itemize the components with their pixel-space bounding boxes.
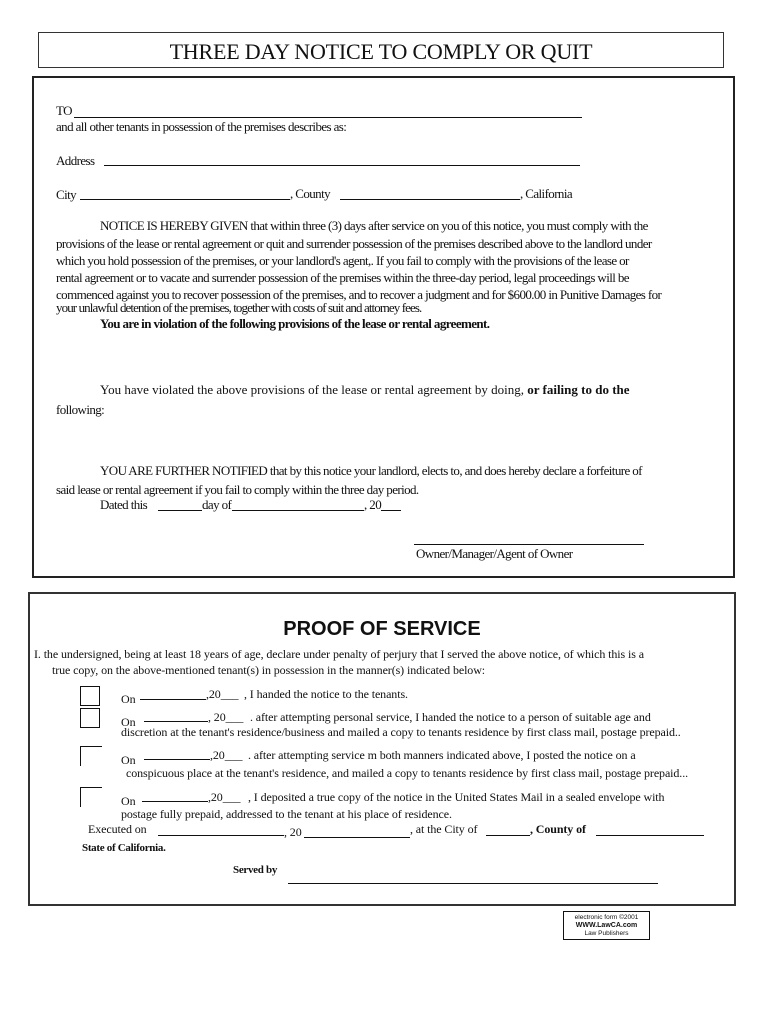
option-3-text-2: conspicuous place at the tenant's residence, and mailed a copy to tenants residence by first class mail, postage prepaid... (126, 766, 689, 780)
option-1-date-field[interactable] (140, 688, 206, 700)
address-field[interactable] (104, 152, 580, 166)
served-by-label: Served by (233, 864, 278, 876)
city-label: City (56, 187, 76, 202)
option-1-year: ,20___ (206, 687, 239, 701)
further-notified-line-1: YOU ARE FURTHER NOTIFIED that by this notice your landlord, elects to, and does hereby declare a forfeiture of (100, 463, 642, 478)
option-4-text-2: postage fully prepaid, addressed to the tenant at his place of residence. (121, 807, 452, 821)
notice-body-line-6: your unlawful detention of the premises, together with costs of suit and attorney fees. (56, 300, 422, 315)
publisher-website: WWW.LawCA.com (575, 922, 638, 929)
county-label: , County (290, 186, 330, 201)
state-label: , California (520, 186, 573, 201)
dated-day-field[interactable] (158, 497, 202, 511)
city-of-field[interactable] (486, 824, 530, 836)
executed-date-field[interactable] (158, 824, 284, 836)
option-1-text: , I handed the notice to the tenants. (244, 687, 408, 701)
to-label: TO (56, 103, 72, 118)
county-of-label: , County of (530, 822, 586, 836)
option-3-year: ,20___ (210, 748, 243, 762)
violated-text: You have violated the above provisions of the lease or rental agreement by doing, or failing to do the (100, 382, 630, 397)
city-of-label: , at the City of (410, 822, 478, 836)
signature-line[interactable] (414, 531, 644, 545)
day-of-label: day of (202, 497, 232, 512)
dated-year-label: , 20 (364, 497, 382, 512)
violated-following: following: (56, 402, 105, 417)
executed-year-label: , 20 (284, 825, 302, 839)
option-2-on: On (121, 715, 136, 729)
city-field[interactable] (80, 186, 290, 200)
to-field[interactable] (74, 104, 582, 118)
publisher-name: Law Publishers (584, 930, 629, 937)
title-box (38, 32, 724, 68)
option-4-text-1: , I deposited a true copy of the notice in the United States Mail in a sealed envelope with (248, 790, 665, 804)
signature-label: Owner/Manager/Agent of Owner (416, 546, 573, 561)
proof-intro-line-2: true copy, on the above-mentioned tenant(s) in possession in the manner(s) indicated below: (52, 663, 486, 677)
further-notified-line-2: said lease or rental agreement if you fail to comply within the three day period. (56, 482, 419, 497)
proof-intro-line-1: I. the undersigned, being at least 18 years of age, declare under penalty of perjury that I served the above notice, of which this is a (34, 647, 644, 661)
notice-body-line-4: rental agreement or to vacate and surrender possession of the premises within the three-day period, legal proceedings will be (56, 270, 629, 285)
publisher-badge (563, 911, 650, 940)
tenants-line: and all other tenants in possession of the premises describes as: (56, 119, 347, 134)
county-of-field[interactable] (596, 824, 704, 836)
service-option-2-checkbox[interactable] (80, 708, 100, 728)
proof-heading: PROOF OF SERVICE (283, 618, 481, 640)
state-of-california: State of California. (82, 842, 166, 854)
option-3-on: On (121, 753, 136, 767)
violation-heading: You are in violation of the following provisions of the lease or rental agreement. (100, 316, 490, 331)
option-1-on: On (121, 692, 136, 706)
executed-label: Executed on (88, 822, 147, 836)
option-4-on: On (121, 794, 136, 808)
option-2-date-field[interactable] (144, 710, 208, 722)
county-field[interactable] (340, 186, 520, 200)
notice-body-line-3: which you hold possession of the premises, or your landlord's agent,. If you fail to comply with the provisions of the lease or (56, 253, 629, 268)
service-option-1-checkbox[interactable] (80, 686, 100, 706)
executed-year-field[interactable] (304, 826, 410, 838)
publisher-copyright: electronic form ©2001 (574, 914, 639, 921)
served-by-field[interactable] (288, 872, 658, 884)
option-2-text-1: . after attempting personal service, I handed the notice to a person of suitable age and (250, 710, 651, 724)
option-4-year: ,20___ (208, 790, 241, 804)
notice-body-line-5: commenced against you to recover possession of the premises, and to recover a judgment and for $600.00 in Punitive Damages for (56, 287, 662, 302)
address-label: Address (56, 153, 95, 168)
notice-body-line-1: NOTICE IS HEREBY GIVEN that within three (3) days after service on you of this notice, you must comply with the (100, 218, 648, 233)
option-3-text-1: . after attempting service m both manners indicated above, I posted the notice on a (248, 748, 636, 762)
notice-body-line-2: provisions of the lease or rental agreement or quit and surrender possession of the premises described above to the landlord under (56, 236, 652, 251)
option-2-year: , 20___ (208, 710, 244, 724)
option-4-date-field[interactable] (142, 790, 208, 802)
dated-month-field[interactable] (232, 497, 364, 511)
page-title: THREE DAY NOTICE TO COMPLY OR QUIT (169, 39, 593, 64)
option-2-text-2: discretion at the tenant's residence/business and mailed a copy to tenants residence by first class mail, postage prepaid.. (121, 725, 681, 739)
option-3-date-field[interactable] (144, 748, 210, 760)
service-option-3-checkbox[interactable] (80, 746, 102, 766)
dated-year-field[interactable] (381, 497, 401, 511)
service-option-4-checkbox[interactable] (80, 787, 102, 807)
dated-label: Dated this (100, 497, 148, 512)
